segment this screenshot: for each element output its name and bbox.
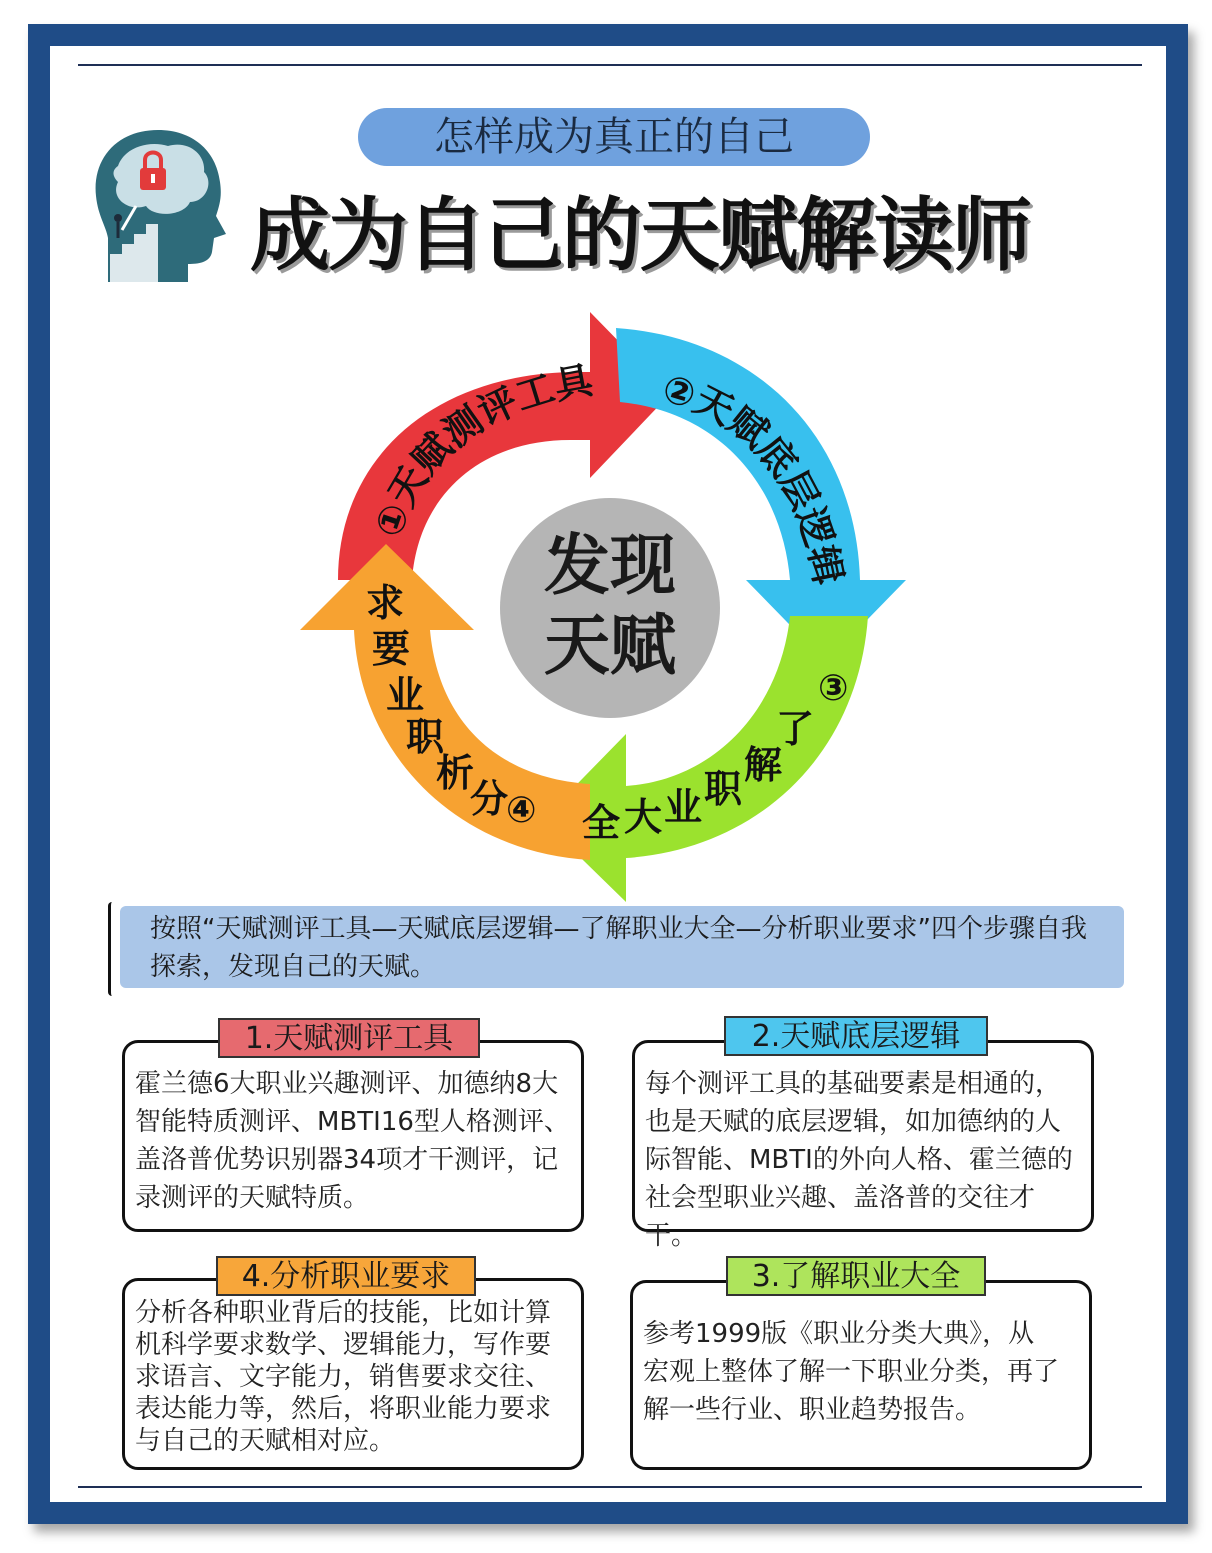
step3-char-5: 大 <box>624 795 663 839</box>
center-text-line1: 发现 <box>544 527 676 604</box>
card-line: 录测评的天赋特质。 <box>135 1183 370 1213</box>
card-line: 也是天赋的底层逻辑，如加德纳的人 <box>645 1107 1062 1137</box>
card-line: 求语言、文字能力，销售要求交往、 <box>135 1362 552 1392</box>
card-label-step-1: 1.天赋测评工具 <box>218 1018 480 1058</box>
card-line: 表达能力等，然后，将职业能力要求 <box>135 1394 552 1424</box>
step4-char-5: 析 <box>436 751 475 795</box>
step4-char-1: 求 <box>366 581 405 625</box>
step3-num: ③ <box>818 668 849 709</box>
card-line: 机科学要求数学、逻辑能力，写作要 <box>135 1330 552 1360</box>
step3-char-6: 全 <box>582 801 621 845</box>
card-line: 盖洛普优势识别器34项才干测评，记 <box>135 1145 559 1175</box>
step3-char-4: 业 <box>664 785 703 829</box>
cycle-diagram <box>290 290 930 910</box>
step4-char-4: 职 <box>406 715 445 759</box>
step4-num: ④ <box>506 790 537 831</box>
card-line: 际智能、MBTI的外向人格、霍兰德的 <box>645 1145 1073 1175</box>
summary-banner: 按照“天赋测评工具—天赋底层逻辑—了解职业大全—分析职业要求”四个步骤自我探索，发现自己的天赋。 <box>120 906 1124 988</box>
card-line: 智能特质测评、MBTI16型人格测评、 <box>135 1107 570 1137</box>
step4-char-2: 要 <box>372 627 411 671</box>
card-line: 与自己的天赋相对应。 <box>135 1426 396 1456</box>
step3-char-1: 了 <box>776 707 815 751</box>
step4-char-6: 分 <box>470 777 509 821</box>
card-line: 参考1999版《职业分类大典》，从 <box>643 1319 1035 1349</box>
card-line: 宏观上整体了解一下职业分类，再了 <box>643 1357 1060 1387</box>
step3-char-2: 解 <box>744 743 783 787</box>
card-step-4 <box>122 1278 584 1470</box>
card-line: 社会型职业兴趣、盖洛普的交往才干。 <box>645 1183 1036 1251</box>
card-label-step-4: 4.分析职业要求 <box>216 1256 476 1296</box>
card-line: 解一些行业、职业趋势报告。 <box>643 1395 982 1425</box>
card-step-3 <box>630 1280 1092 1470</box>
card-step-2 <box>632 1040 1094 1251</box>
head-lock-icon <box>88 126 238 286</box>
card-line: 分析各种职业背后的技能，比如计算 <box>135 1298 552 1328</box>
step1-label: ①天赋测评工具 <box>366 357 597 543</box>
step4-char-3: 业 <box>386 673 425 717</box>
step2-label: ②天赋底层逻辑 <box>657 365 851 589</box>
subtitle-pill: 怎样成为真正的自己 <box>358 108 870 166</box>
page-title: 成为自己的天赋解读师 <box>250 189 1030 282</box>
card-line: 每个测评工具的基础要素是相通的， <box>645 1069 1062 1099</box>
card-label-step-3: 3.了解职业大全 <box>726 1256 986 1296</box>
card-line: 霍兰德6大职业兴趣测评、加德纳8大 <box>135 1069 559 1099</box>
step3-char-3: 职 <box>704 767 743 811</box>
card-label-step-2: 2.天赋底层逻辑 <box>724 1016 988 1056</box>
card-step-1 <box>122 1040 584 1232</box>
center-text-line2: 天赋 <box>544 607 676 684</box>
